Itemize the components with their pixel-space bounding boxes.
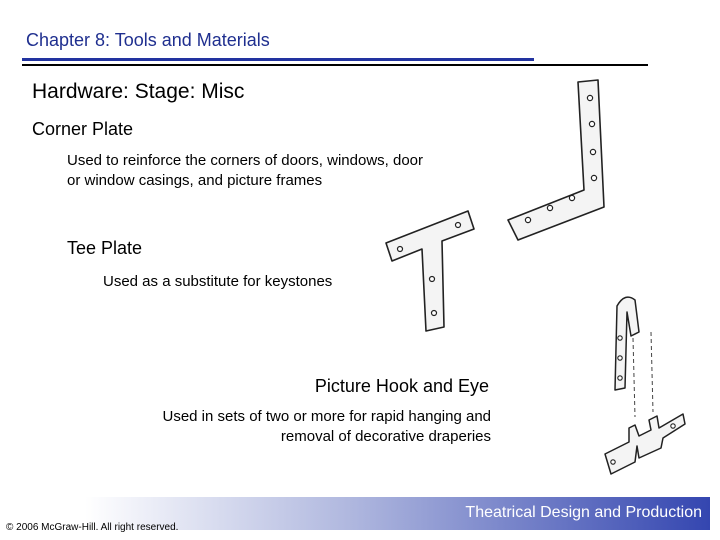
tee-plate-description: Used as a substitute for keystones — [103, 273, 333, 290]
slide-title: Hardware: Stage: Misc — [32, 80, 245, 103]
corner-plate-line-1: Used to reinforce the corners of doors, windows, door — [67, 152, 424, 169]
corner-plate-line-2: or window casings, and picture frames — [67, 172, 323, 189]
picture-hook-description — [162, 407, 491, 447]
header-rule-blue — [22, 58, 534, 61]
corner-plate-description — [67, 151, 423, 191]
corner-plate-illustration — [500, 72, 620, 247]
footer-course-title: Theatrical Design and Production — [465, 504, 702, 521]
tee-plate-illustration — [382, 205, 482, 335]
header-rule-black — [22, 64, 648, 66]
corner-plate-heading: Corner Plate — [32, 119, 134, 139]
chapter-header: Chapter 8: Tools and Materials — [26, 30, 270, 50]
picture-hook-line-2: removal of decorative draperies — [280, 428, 491, 445]
tee-plate-heading: Tee Plate — [67, 238, 143, 258]
picture-hook-line-1: Used in sets of two or more for rapid hanging and — [162, 408, 491, 425]
picture-hook-illustration — [595, 292, 695, 482]
copyright-notice: © 2006 McGraw-Hill. All right reserved. — [6, 522, 179, 533]
picture-hook-heading: Picture Hook and Eye — [314, 376, 489, 396]
